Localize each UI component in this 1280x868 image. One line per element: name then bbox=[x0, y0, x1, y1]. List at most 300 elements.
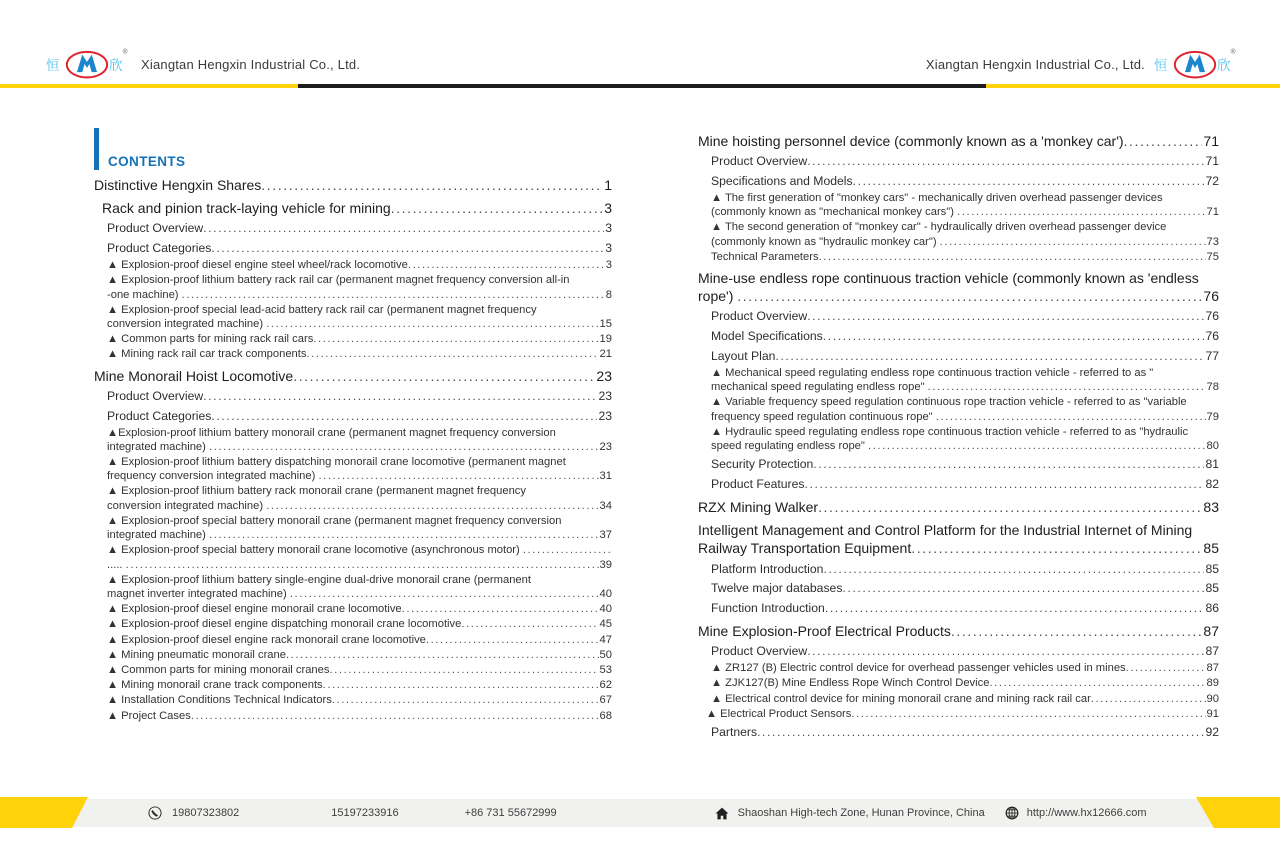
toc-leader bbox=[461, 617, 598, 631]
toc-entry-row bbox=[107, 573, 612, 587]
toc-page-number: 23 bbox=[599, 440, 612, 453]
toc-entry-title: Model Specifications bbox=[711, 329, 823, 344]
toc-entry-title: ▲ Explosion-proof lithium battery dispatching monorail crane locomotive (permanent magnet bbox=[107, 455, 566, 468]
toc-entry-title: RZX Mining Walker bbox=[698, 498, 819, 515]
toc-entry-title: Product Overview bbox=[107, 388, 204, 403]
toc-page-number: 82 bbox=[1205, 477, 1219, 492]
toc-entry-row bbox=[94, 367, 612, 385]
phone-icon bbox=[148, 806, 162, 820]
toc-entry-title: ▲ Explosion-proof special battery monorail crane (permanent magnet frequency conversion bbox=[107, 514, 562, 527]
toc-entry-row bbox=[107, 241, 612, 257]
toc-entry bbox=[698, 132, 1219, 150]
toc-entry-row bbox=[711, 457, 1219, 473]
toc-leader bbox=[211, 409, 597, 425]
toc-page-number: 73 bbox=[1206, 235, 1219, 248]
toc-page-number: 86 bbox=[1205, 601, 1219, 616]
toc-entry-title-line2: ..... bbox=[107, 558, 126, 571]
toc-entry-title: Function Introduction bbox=[711, 601, 825, 616]
toc-entry-title: Product Overview bbox=[711, 154, 808, 169]
toc-page-number: 67 bbox=[599, 694, 612, 707]
toc-entry-title: ▲ ZJK127(B) Mine Endless Rope Winch Control Device bbox=[711, 677, 990, 690]
toc-leader bbox=[823, 562, 1204, 578]
toc-page-number: 71 bbox=[1206, 206, 1219, 219]
company-logo-icon bbox=[46, 42, 132, 86]
toc-entry-title: Product Overview bbox=[711, 309, 808, 324]
toc-entry-row bbox=[711, 581, 1219, 597]
toc-leader bbox=[211, 241, 604, 257]
home-icon bbox=[715, 807, 729, 820]
toc-entry-title: Mine hoisting personnel device (commonly known as a 'monkey car') bbox=[698, 133, 1124, 149]
toc-page-number: 80 bbox=[1206, 440, 1219, 453]
toc-page-number: 85 bbox=[1205, 581, 1219, 596]
toc-entry-row bbox=[107, 633, 612, 647]
toc-leader bbox=[306, 347, 598, 361]
toc-leader bbox=[203, 221, 604, 237]
toc-entry-row bbox=[711, 562, 1219, 578]
toc-entry-title-line2: mechanical speed regulating endless rope" bbox=[711, 381, 928, 394]
contents-accent-bar bbox=[94, 128, 99, 170]
toc-page-number: 76 bbox=[1205, 309, 1219, 324]
toc-entry bbox=[711, 601, 1219, 617]
toc-entry-title: ▲ Explosion-proof special lead-acid battery rack rail car (permanent magnet frequency bbox=[107, 303, 537, 316]
toc-entry-title: ▲ Explosion-proof lithium battery rack rail car (permanent magnet frequency conversion all-in bbox=[107, 274, 570, 287]
svg-text:恒: 恒 bbox=[1154, 58, 1168, 74]
toc-entry bbox=[107, 258, 612, 272]
toc-page-number: 37 bbox=[599, 529, 612, 542]
toc-entry-row bbox=[107, 426, 612, 440]
toc-page-number: 15 bbox=[599, 317, 612, 330]
toc-entry bbox=[94, 176, 612, 194]
toc-entry bbox=[711, 644, 1219, 660]
toc-entry-row bbox=[107, 617, 612, 631]
toc-page-number: 8 bbox=[605, 288, 612, 301]
toc-entry bbox=[711, 309, 1219, 325]
toc-entry bbox=[711, 661, 1219, 675]
toc-entry-title: Twelve major databases bbox=[711, 581, 843, 596]
toc-entry-title: ▲ The first generation of "monkey cars" - mechanically driven overhead passenger devices bbox=[711, 191, 1163, 204]
toc-page-number: 3 bbox=[604, 200, 612, 217]
toc-entry-title: Security Protection bbox=[711, 457, 814, 472]
toc-entry-title: Rack and pinion track-laying vehicle for mining bbox=[102, 200, 391, 217]
toc-entry-title-line2: conversion integrated machine) bbox=[107, 499, 267, 512]
toc-leader bbox=[928, 380, 1206, 394]
toc-entry-title: Platform Introduction bbox=[711, 561, 824, 576]
toc-page-number: 21 bbox=[599, 348, 612, 361]
toc-entry-row bbox=[107, 648, 612, 662]
toc-entry-row bbox=[107, 663, 612, 677]
toc-entry-title-line2: integrated machine) bbox=[107, 440, 209, 453]
toc-entry bbox=[94, 367, 612, 385]
toc-leader bbox=[819, 250, 1206, 264]
toc-page-number: 23 bbox=[596, 367, 612, 384]
toc-entry-title: ▲ The second generation of "monkey car" - hydraulically driven overhead passenger device bbox=[711, 221, 1167, 234]
toc-page-number: 34 bbox=[599, 499, 612, 512]
toc-entry-row bbox=[711, 425, 1219, 439]
footer-phone-2: 15197233916 bbox=[331, 807, 399, 819]
toc-entry bbox=[107, 303, 612, 331]
toc-leader bbox=[842, 581, 1204, 597]
toc-entry bbox=[107, 514, 612, 542]
toc-entry bbox=[711, 366, 1219, 394]
toc-leader bbox=[323, 678, 599, 692]
toc-entry-row bbox=[711, 661, 1219, 675]
toc-entry-row bbox=[107, 221, 612, 237]
toc-entry bbox=[711, 425, 1219, 453]
toc-page-number: 19 bbox=[599, 333, 612, 346]
toc-entry bbox=[107, 648, 612, 662]
toc-entry bbox=[107, 678, 612, 692]
svg-text:恒: 恒 bbox=[46, 58, 60, 74]
toc-entry-title: Mine Monorail Hoist Locomotive bbox=[94, 367, 294, 384]
toc-entry-row bbox=[711, 220, 1219, 234]
toc-leader bbox=[209, 528, 599, 542]
toc-page-number: 87 bbox=[1206, 662, 1219, 675]
toc-leader bbox=[757, 725, 1204, 741]
toc-entry bbox=[711, 676, 1219, 690]
toc-entry-title: Layout Plan bbox=[711, 349, 776, 364]
footer-phone-1: 19807323802 bbox=[172, 807, 240, 819]
toc-entry-row bbox=[107, 484, 612, 498]
toc-entry-row bbox=[107, 288, 612, 302]
toc-entry-row bbox=[107, 440, 612, 454]
toc-entry-title-line2: -one machine) bbox=[107, 288, 182, 301]
toc-leader bbox=[851, 707, 1205, 721]
toc-entry bbox=[698, 521, 1219, 557]
toc-entry-row bbox=[107, 528, 612, 542]
toc-page-number: 31 bbox=[599, 470, 612, 483]
toc-entry-row bbox=[107, 514, 612, 528]
toc-leader bbox=[408, 258, 605, 272]
toc-page-number: 45 bbox=[599, 618, 612, 631]
toc-entry-row bbox=[711, 309, 1219, 325]
toc-entry-row bbox=[107, 258, 612, 272]
toc-entry-row bbox=[698, 132, 1219, 150]
toc-leader bbox=[191, 709, 599, 723]
toc-entry-title: ▲ Project Cases bbox=[107, 709, 191, 722]
toc-entry-title-line2: frequency speed regulation continuous rope" bbox=[711, 410, 936, 423]
toc-entry-row bbox=[107, 469, 612, 483]
toc-entry-title: Mine Explosion-Proof Electrical Products bbox=[698, 623, 951, 640]
toc-leader bbox=[853, 174, 1205, 190]
toc-entry-row bbox=[711, 477, 1219, 493]
toc-entry-title-line2: (commonly known as "hydraulic monkey car") bbox=[711, 235, 940, 248]
toc-leader bbox=[391, 199, 604, 217]
toc-entry bbox=[107, 709, 612, 723]
toc-page-number: 62 bbox=[599, 679, 612, 692]
toc-entry-row bbox=[711, 395, 1219, 409]
toc-entry-row bbox=[698, 269, 1219, 287]
toc-entry bbox=[698, 498, 1219, 516]
toc-page-number: 90 bbox=[1206, 692, 1219, 705]
toc-leader bbox=[203, 389, 597, 405]
toc-leader bbox=[261, 176, 603, 194]
toc-entry-row bbox=[711, 676, 1219, 690]
toc-entry-row bbox=[107, 455, 612, 469]
toc-entry-row bbox=[107, 347, 612, 361]
toc-entry bbox=[107, 663, 612, 677]
toc-entry bbox=[102, 199, 612, 217]
toc-page-number: 68 bbox=[599, 709, 612, 722]
toc-entry-row bbox=[698, 498, 1219, 516]
toc-entry-row bbox=[711, 380, 1219, 394]
toc-leader bbox=[775, 349, 1204, 365]
toc-entry bbox=[698, 269, 1219, 305]
toc-page-number: 40 bbox=[599, 603, 612, 616]
toc-leader bbox=[1091, 692, 1206, 706]
toc-entry-title: Intelligent Management and Control Platform for the Industrial Internet of Mining bbox=[698, 522, 1193, 539]
toc-entry-row bbox=[711, 329, 1219, 345]
toc-entry-row bbox=[107, 709, 612, 723]
toc-page-number: 81 bbox=[1205, 457, 1219, 472]
toc-page-number: 23 bbox=[598, 408, 612, 423]
toc-page-number: 87 bbox=[1203, 623, 1219, 640]
toc-entry-title: Product Features bbox=[711, 477, 805, 492]
toc-entry bbox=[107, 389, 612, 405]
toc-entry-title: Product Categories bbox=[107, 241, 212, 256]
toc-entry bbox=[711, 395, 1219, 423]
toc-leader bbox=[804, 477, 1204, 493]
toc-entry-title-line2: integrated machine) bbox=[107, 529, 209, 542]
toc-left-page bbox=[94, 128, 612, 724]
toc-entry-row bbox=[711, 154, 1219, 170]
company-name: Xiangtan Hengxin Industrial Co., Ltd. bbox=[925, 56, 1145, 72]
toc-entry bbox=[698, 622, 1219, 640]
toc-leader bbox=[957, 205, 1205, 219]
toc-page-number: 87 bbox=[1205, 644, 1219, 659]
toc-entry bbox=[706, 707, 1219, 721]
toc-page-number: 85 bbox=[1205, 561, 1219, 576]
toc-entry-title-line2: magnet inverter integrated machine) bbox=[107, 587, 290, 600]
toc-entry bbox=[107, 455, 612, 483]
toc-entry-row bbox=[107, 558, 612, 572]
toc-page-number: 3 bbox=[605, 259, 612, 272]
toc-page-number: 23 bbox=[598, 388, 612, 403]
brand-left bbox=[46, 42, 360, 86]
toc-page-number: 89 bbox=[1206, 677, 1219, 690]
toc-entry-title: ▲ Mechanical speed regulating endless rope continuous traction vehicle - referred to as " bbox=[711, 366, 1154, 379]
toc-entry-row bbox=[711, 601, 1219, 617]
toc-entry bbox=[711, 562, 1219, 578]
toc-page-number: 91 bbox=[1206, 707, 1219, 720]
toc-entry bbox=[711, 191, 1219, 219]
toc-leader bbox=[868, 439, 1206, 453]
toc-entry-title: ▲Explosion-proof lithium battery monorail crane (permanent magnet frequency conversion bbox=[107, 426, 556, 439]
toc-entry-title: Product Overview bbox=[711, 644, 808, 659]
toc-entry bbox=[711, 154, 1219, 170]
footer-contacts bbox=[0, 799, 1280, 827]
toc-leader bbox=[426, 633, 599, 647]
toc-entry-row bbox=[698, 539, 1219, 557]
toc-entry-row bbox=[107, 499, 612, 513]
toc-leader bbox=[182, 288, 605, 302]
toc-leader bbox=[293, 367, 595, 385]
toc-entry-title: Distinctive Hengxin Shares bbox=[94, 177, 262, 193]
toc-entry-title: ▲ Electrical control device for mining monorail crane and mining rack rail car bbox=[711, 692, 1091, 705]
toc-page-number: 71 bbox=[1205, 154, 1219, 169]
toc-leader bbox=[911, 539, 1202, 557]
toc-leader bbox=[737, 287, 1202, 305]
toc-page-number: 77 bbox=[1205, 349, 1219, 364]
header-divider bbox=[0, 84, 1280, 88]
toc-entry bbox=[711, 174, 1219, 190]
toc-entry-title: Mine-use endless rope continuous traction vehicle (commonly known as 'endless bbox=[698, 270, 1199, 286]
toc-entry bbox=[711, 220, 1219, 248]
toc-leader bbox=[209, 440, 599, 454]
toc-entry-title: ▲ ZR127 (B) Electric control device for overhead passenger vehicles used in mines bbox=[711, 662, 1126, 675]
toc-page-number: 50 bbox=[599, 648, 612, 661]
toc-entry bbox=[107, 693, 612, 707]
toc-entry bbox=[711, 329, 1219, 345]
toc-entry-title: ▲ Hydraulic speed regulating endless rope continuous traction vehicle - referred to as "hydraulic bbox=[711, 425, 1189, 438]
toc-entry bbox=[107, 573, 612, 601]
toc-entry-row bbox=[711, 692, 1219, 706]
toc-leader bbox=[332, 693, 599, 707]
registered-mark: ® bbox=[1230, 48, 1236, 56]
toc-entry-row bbox=[107, 317, 612, 331]
toc-entry-row bbox=[698, 622, 1219, 640]
toc-entry-title-line2: (commonly known as "mechanical monkey cars") bbox=[711, 206, 958, 219]
toc-page-number: 78 bbox=[1206, 381, 1219, 394]
toc-page-number: 40 bbox=[599, 587, 612, 600]
toc-entry-row bbox=[107, 678, 612, 692]
toc-leader bbox=[402, 602, 599, 616]
toc-entry bbox=[107, 409, 612, 425]
toc-right-page bbox=[698, 132, 1219, 742]
toc-entry bbox=[107, 602, 612, 616]
toc-entry bbox=[107, 543, 612, 571]
toc-leader bbox=[818, 498, 1202, 516]
toc-entry-row bbox=[711, 191, 1219, 205]
toc-page-number: 53 bbox=[599, 664, 612, 677]
toc-entry-row bbox=[107, 332, 612, 346]
toc-leader bbox=[807, 154, 1204, 170]
contents-heading bbox=[94, 128, 612, 170]
toc-entry-row bbox=[711, 439, 1219, 453]
toc-entry-row bbox=[107, 409, 612, 425]
footer-website: http://www.hx12666.com bbox=[1026, 807, 1147, 819]
toc-entry-title: ▲ Explosion-proof diesel engine monorail crane locomotive bbox=[107, 603, 402, 616]
toc-entry-title-line2: frequency conversion integrated machine) bbox=[107, 470, 319, 483]
toc-page-number: 75 bbox=[1206, 250, 1219, 263]
toc-entry bbox=[711, 477, 1219, 493]
toc-entry-row bbox=[107, 303, 612, 317]
toc-entry bbox=[107, 241, 612, 257]
toc-leader bbox=[126, 558, 599, 572]
toc-page-number: 3 bbox=[605, 241, 612, 256]
toc-page-number: 39 bbox=[599, 558, 612, 571]
company-logo-icon bbox=[1154, 42, 1240, 86]
toc-entry-row bbox=[711, 349, 1219, 365]
toc-leader bbox=[807, 644, 1204, 660]
toc-leader bbox=[313, 332, 598, 346]
toc-entry-title: ▲ Explosion-proof diesel engine steel wheel/rack locomotive bbox=[107, 259, 408, 272]
toc-leader bbox=[951, 622, 1203, 640]
svg-text:欣: 欣 bbox=[109, 58, 123, 74]
toc-entry-title: Technical Parameters bbox=[711, 250, 819, 263]
toc-entry-row bbox=[711, 250, 1219, 264]
toc-page-number: 76 bbox=[1205, 329, 1219, 344]
company-name: Xiangtan Hengxin Industrial Co., Ltd. bbox=[141, 56, 361, 72]
contents-title: CONTENTS bbox=[108, 154, 186, 169]
toc-leader bbox=[825, 601, 1205, 617]
toc-page-number: 72 bbox=[1205, 174, 1219, 189]
toc-leader bbox=[286, 648, 599, 662]
toc-entry-row bbox=[102, 199, 612, 217]
toc-page-number: 71 bbox=[1203, 133, 1219, 149]
toc-entry-title-line2: speed regulating endless rope" bbox=[711, 440, 868, 453]
globe-icon bbox=[1005, 806, 1019, 820]
toc-entry bbox=[711, 250, 1219, 264]
toc-entry bbox=[711, 349, 1219, 365]
registered-mark: ® bbox=[122, 48, 128, 56]
toc-entry bbox=[107, 273, 612, 301]
toc-entry bbox=[711, 725, 1219, 741]
toc-entry bbox=[107, 484, 612, 512]
toc-leader bbox=[329, 663, 598, 677]
toc-page-number: 85 bbox=[1203, 540, 1219, 557]
toc-entry-title: ▲ Mining pneumatic monorail crane bbox=[107, 648, 286, 661]
toc-entry-row bbox=[107, 273, 612, 287]
toc-entry-row bbox=[107, 693, 612, 707]
toc-leader bbox=[989, 676, 1205, 690]
toc-entry-row bbox=[107, 587, 612, 601]
toc-entry-row bbox=[94, 176, 612, 194]
toc-entry-row bbox=[711, 410, 1219, 424]
toc-leader bbox=[266, 317, 598, 331]
toc-page-number: 3 bbox=[605, 221, 612, 236]
toc-leader bbox=[318, 469, 598, 483]
toc-entry-title: Specifications and Models bbox=[711, 174, 853, 189]
toc-entry-title: Product Categories bbox=[107, 408, 212, 423]
toc-entry bbox=[711, 692, 1219, 706]
toc-entry-row bbox=[711, 366, 1219, 380]
footer-phone-3: +86 731 55672999 bbox=[464, 807, 557, 819]
toc-entry-row bbox=[711, 205, 1219, 219]
toc-entry-title-line2: Railway Transportation Equipment bbox=[698, 540, 912, 557]
footer-address: Shaoshan High-tech Zone, Hunan Province, China bbox=[737, 807, 985, 819]
toc-entry-title: ▲ Mining rack rail car track components bbox=[107, 348, 307, 361]
toc-page-number: 47 bbox=[599, 633, 612, 646]
toc-leader bbox=[807, 309, 1204, 325]
toc-entry bbox=[107, 426, 612, 454]
toc-leader bbox=[940, 235, 1206, 249]
toc-entry-row bbox=[107, 602, 612, 616]
toc-entry-title: ▲ Explosion-proof lithium battery single-engine dual-drive monorail crane (permanent bbox=[107, 573, 531, 586]
toc-entry bbox=[107, 332, 612, 346]
toc-entry bbox=[711, 457, 1219, 473]
divider-yellow-right bbox=[986, 84, 1280, 88]
toc-leader bbox=[1126, 661, 1206, 675]
toc-page-number: 1 bbox=[604, 177, 612, 193]
toc-entry bbox=[711, 581, 1219, 597]
toc-entry bbox=[107, 617, 612, 631]
toc-entry bbox=[107, 347, 612, 361]
toc-leader bbox=[290, 587, 599, 601]
toc-entry-title: ▲ Explosion-proof diesel engine rack monorail crane locomotive bbox=[107, 633, 426, 646]
toc-entry-title-line2: rope') bbox=[698, 288, 738, 305]
toc-entry-row bbox=[706, 707, 1219, 721]
toc-page-number: 92 bbox=[1205, 725, 1219, 740]
toc-entry-row bbox=[698, 521, 1219, 539]
toc-leader bbox=[813, 457, 1204, 473]
toc-entry-title: ▲ Mining monorail crane track components bbox=[107, 679, 323, 692]
toc-leader bbox=[936, 410, 1206, 424]
toc-entry bbox=[107, 221, 612, 237]
toc-entry-row bbox=[711, 235, 1219, 249]
toc-page-number: 79 bbox=[1206, 410, 1219, 423]
toc-leader bbox=[266, 499, 598, 513]
toc-entry-title: ▲ Electrical Product Sensors bbox=[706, 707, 852, 720]
